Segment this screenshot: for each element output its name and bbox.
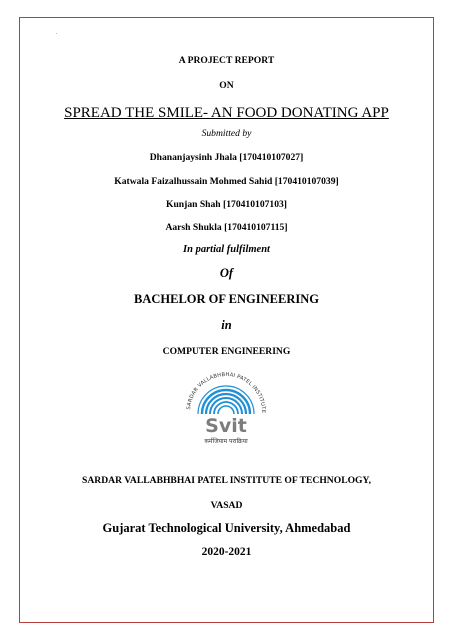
svit-logo bbox=[180, 366, 272, 448]
student-2: Katwala Faizalhussain Mohmed Sahid [170410107039] bbox=[114, 176, 339, 187]
branch: COMPUTER ENGINEERING bbox=[162, 346, 291, 357]
logo-ring-text: SARDAR VALLABHBHAI PATEL INSTITUTE bbox=[186, 371, 267, 414]
university: Gujarat Technological University, Ahmedabad bbox=[102, 521, 351, 535]
logo-wordmark: Svit bbox=[205, 415, 247, 437]
on-label: ON bbox=[219, 80, 234, 91]
degree: BACHELOR OF ENGINEERING bbox=[134, 292, 319, 306]
institute-name: SARDAR VALLABHBHAI PATEL INSTITUTE OF TECHNOLOGY, bbox=[82, 475, 371, 486]
student-4: Aarsh Shukla [170410107115] bbox=[165, 222, 288, 233]
submitted-by: Submitted by bbox=[201, 128, 252, 139]
in-label: in bbox=[221, 318, 232, 332]
student-1: Dhananjaysinh Jhala [170410107027] bbox=[149, 152, 304, 163]
of-label: Of bbox=[219, 266, 234, 280]
logo-motto: कर्मजियाम पराक्रिया bbox=[204, 438, 248, 445]
student-3: Kunjan Shah [170410107103] bbox=[165, 199, 287, 210]
corner-mark: . bbox=[56, 30, 58, 36]
partial-fulfilment: In partial fulfilment bbox=[183, 244, 270, 255]
institute-city: VASAD bbox=[210, 500, 243, 511]
academic-year: 2020-2021 bbox=[201, 546, 252, 558]
report-heading: A PROJECT REPORT bbox=[178, 55, 275, 66]
project-title: SPREAD THE SMILE- AN FOOD DONATING APP bbox=[64, 105, 389, 121]
